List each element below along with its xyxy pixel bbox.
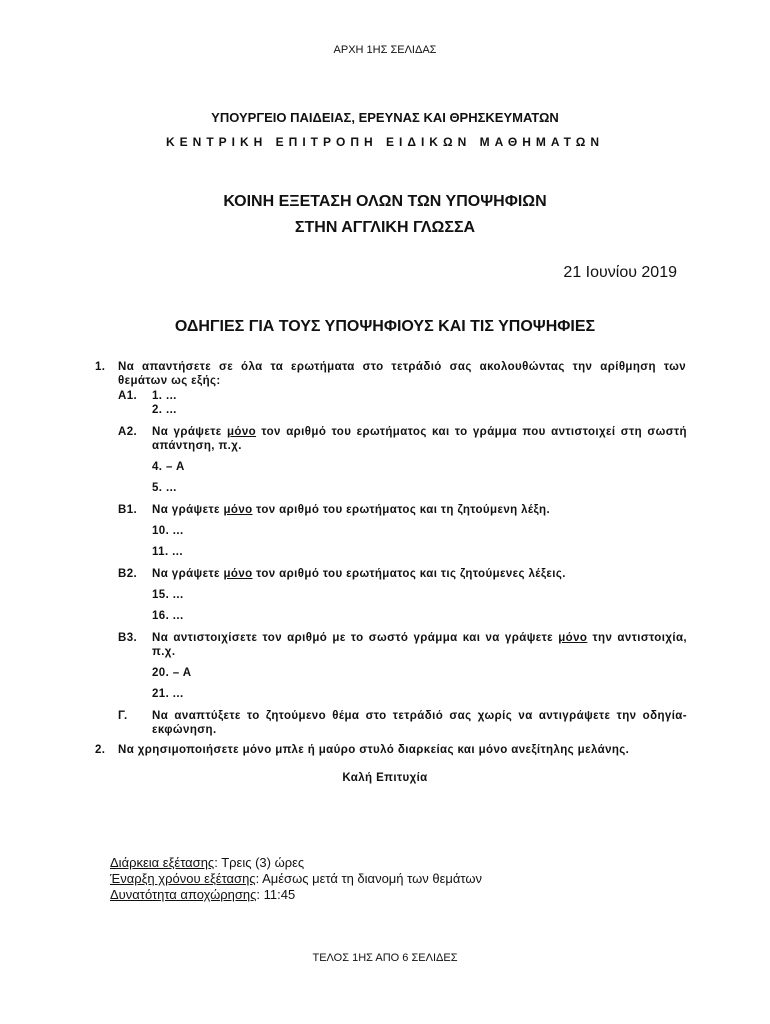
section-label-a2: Α2. <box>118 426 138 438</box>
answer-line: 5. ... <box>152 482 177 494</box>
exam-title <box>0 189 770 241</box>
exam-date: 21 Ιουνίου 2019 <box>563 264 677 281</box>
exam-info-leave: Δυνατότητα αποχώρησης: 11:45 <box>110 887 296 902</box>
item-number: 1. <box>95 361 106 373</box>
emphasis-only: μόνο <box>223 504 253 516</box>
exam-title-line2: ΣΤΗΝ ΑΓΓΛΙΚΗ ΓΛΩΣΣΑ <box>294 219 476 236</box>
section-text-g: Να αναπτύξετε το ζητούμενο θέμα στο τετράδιό σας χωρίς να αντιγράψετε την οδηγία-εκφώνηση. <box>152 710 687 736</box>
section-label-a1: Α1. <box>118 390 138 402</box>
item-text: Να χρησιμοποιήσετε μόνο μπλε ή μαύρο στυλό διαρκείας και μόνο ανεξίτηλης μελάνης. <box>118 744 630 756</box>
ministry-name: ΥΠΟΥΡΓΕΙΟ ΠΑΙΔΕΙΑΣ, ΕΡΕΥΝΑΣ ΚΑΙ ΘΡΗΣΚΕΥΜΑΤΩΝ <box>211 110 559 125</box>
section-text-b2: Να γράψετε μόνο τον αριθμό του ερωτήματος και τις ζητούμενες λέξεις. <box>152 568 566 580</box>
page-footer: ΤΕΛΟΣ 1ΗΣ ΑΠΟ 6 ΣΕΛΙΔΕΣ <box>312 952 458 964</box>
section-label-g: Γ. <box>118 710 128 722</box>
instructions-title: ΟΔΗΓΙΕΣ ΓΙΑ ΤΟΥΣ ΥΠΟΨΗΦΙΟΥΣ ΚΑΙ ΤΙΣ ΥΠΟΨΗΦΙΕΣ <box>174 318 596 335</box>
answer-line: 2. ... <box>152 404 177 416</box>
page-header: ΑΡΧΗ 1ΗΣ ΣΕΛΙΔΑΣ <box>333 44 437 56</box>
item-number: 2. <box>95 744 106 756</box>
section-label-b1: Β1. <box>118 504 138 516</box>
answer-line: 11. ... <box>152 546 183 558</box>
instruction-item-1 <box>95 360 695 388</box>
item-text: Να απαντήσετε σε όλα τα ερωτήματα στο τετράδιό σας ακολουθώντας την αρίθμηση των θεμάτων ως εξής: <box>118 361 686 387</box>
answer-line: 20. – Α <box>152 667 192 679</box>
exam-info-duration: Διάρκεια εξέτασης: Τρεις (3) ώρες <box>110 855 305 870</box>
committee-name: ΚΕΝΤΡΙΚΗ ΕΠΙΤΡΟΠΗ ΕΙΔΙΚΩΝ ΜΑΘΗΜΑΤΩΝ <box>166 135 604 149</box>
section-text-b1: Να γράψετε μόνο τον αριθμό του ερωτήματος και τη ζητούμενη λέξη. <box>152 504 551 516</box>
answer-line: 21. ... <box>152 688 184 700</box>
section-text-b3: Να αντιστοιχίσετε τον αριθμό με το σωστό γράμμα και να γράψετε μόνο την αντιστοιχία, π.χ. <box>152 632 688 658</box>
section-label-b3: Β3. <box>118 632 138 644</box>
section-label-b2: Β2. <box>118 568 138 580</box>
exam-info-start: Έναρξη χρόνου εξέτασης: Αμέσως μετά τη διανομή των θεμάτων <box>110 871 482 886</box>
exam-title-line1: ΚΟΙΝΗ ΕΞΕΤΑΣΗ ΟΛΩΝ ΤΩΝ ΥΠΟΨΗΦΙΩΝ <box>223 193 547 210</box>
instruction-item-2 <box>95 743 695 757</box>
answer-line: 15. ... <box>152 589 184 601</box>
answer-line: 1. ... <box>152 390 177 402</box>
emphasis-only: μόνο <box>558 632 588 644</box>
good-luck: Καλή Επιτυχία <box>342 772 428 784</box>
answer-line: 16. ... <box>152 610 184 622</box>
emphasis-only: μόνο <box>226 426 257 438</box>
answer-line: 10. ... <box>152 525 184 537</box>
emphasis-only: μόνο <box>223 568 253 580</box>
section-text-a2: Να γράψετε μόνο τον αριθμό του ερωτήματος και το γράμμα που αντιστοιχεί στη σωστή απάντηση, π.χ. <box>152 426 687 452</box>
answer-line: 4. – Α <box>152 461 185 473</box>
